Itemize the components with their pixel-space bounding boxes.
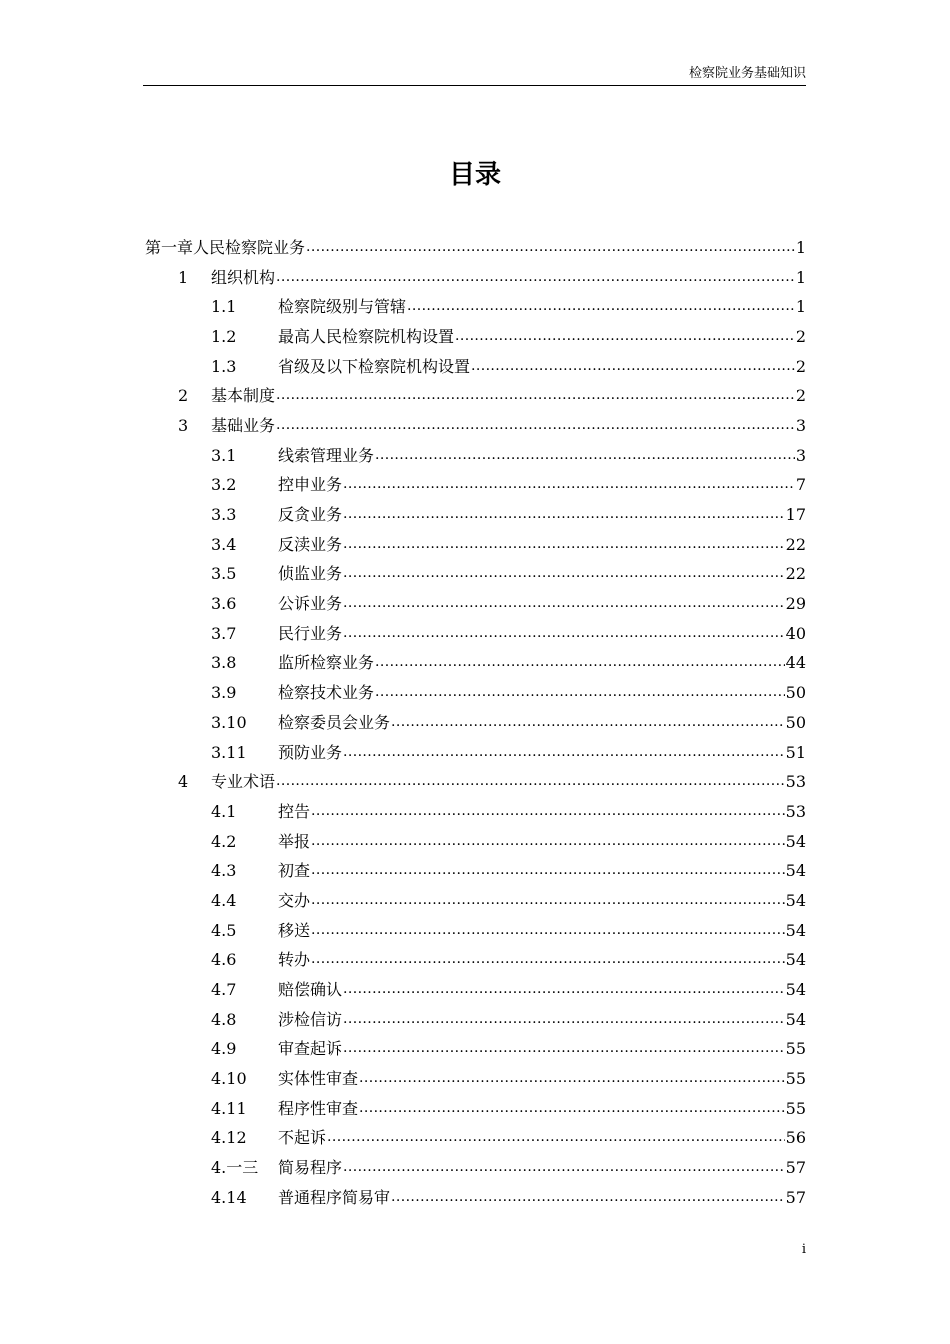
toc-dot-leader — [391, 713, 785, 733]
toc-dot-leader — [359, 1069, 785, 1089]
toc-entry[interactable] — [145, 678, 806, 708]
toc-entry-page: 54 — [785, 861, 806, 881]
toc-entry-number: 1.1 — [211, 297, 237, 317]
toc-entry-page: 56 — [785, 1128, 806, 1148]
toc-entry[interactable] — [145, 381, 806, 411]
toc-entry-title: 审查起诉 — [278, 1039, 343, 1059]
toc-entry-title: 公诉业务 — [278, 594, 343, 614]
toc-entry-page: 44 — [785, 653, 806, 673]
toc-entry-page: 7 — [795, 475, 806, 495]
toc-entry-number: 2 — [178, 386, 189, 406]
toc-entry[interactable] — [145, 856, 806, 886]
toc-entry-page: 50 — [785, 712, 806, 732]
toc-entry-number: 3.10 — [211, 712, 247, 732]
toc-entry-title: 基本制度 — [211, 386, 276, 406]
toc-entry-title: 民行业务 — [278, 623, 343, 643]
toc-entry-page: 40 — [785, 623, 806, 643]
toc-entry[interactable] — [145, 589, 806, 619]
toc-entry-page: 54 — [785, 920, 806, 940]
toc-entry-page: 1 — [795, 237, 806, 257]
toc-entry-page: 54 — [785, 1009, 806, 1029]
toc-entry-title: 组织机构 — [211, 267, 276, 287]
toc-entry-page: 54 — [785, 831, 806, 851]
toc-entry[interactable] — [145, 263, 806, 293]
toc-entry-page: 51 — [785, 742, 806, 762]
toc-entry[interactable] — [145, 471, 806, 501]
toc-entry-title: 专业术语 — [211, 772, 276, 792]
toc-entry-page: 53 — [785, 772, 806, 792]
toc-entry-page: 53 — [785, 801, 806, 821]
toc-entry-number: 4.6 — [211, 950, 237, 970]
toc-entry[interactable] — [145, 1094, 806, 1124]
toc-dot-leader — [343, 624, 785, 644]
toc-entry-page: 54 — [785, 890, 806, 910]
toc-entry-title: 反贪业务 — [278, 505, 343, 525]
toc-entry-page: 3 — [795, 415, 806, 435]
toc-entry-number: 3.9 — [211, 683, 237, 703]
toc-entry-title: 最高人民检察院机构设置 — [278, 326, 455, 346]
toc-dot-leader — [375, 653, 785, 673]
toc-entry[interactable] — [145, 233, 806, 263]
toc-entry-title: 移送 — [278, 920, 311, 940]
toc-entry-page: 54 — [785, 980, 806, 1000]
toc-entry-page: 55 — [785, 1069, 806, 1089]
toc-entry[interactable] — [145, 708, 806, 738]
toc-entry[interactable] — [145, 530, 806, 560]
toc-entry[interactable] — [145, 352, 806, 382]
toc-entry-number: 4.2 — [211, 831, 237, 851]
toc-entry-title: 不起诉 — [278, 1128, 327, 1148]
toc-entry-title: 初查 — [278, 861, 311, 881]
toc-entry[interactable] — [145, 1153, 806, 1183]
running-header: 检察院业务基础知识 — [688, 66, 806, 81]
toc-entry[interactable] — [145, 1005, 806, 1035]
toc-dot-leader — [375, 446, 795, 466]
toc-dot-leader — [343, 475, 795, 495]
toc-entry-number: 3 — [178, 415, 189, 435]
toc-entry[interactable] — [145, 975, 806, 1005]
header-rule — [143, 85, 806, 86]
toc-dot-leader — [311, 802, 785, 822]
toc-entry-page: 22 — [785, 534, 806, 554]
toc-entry-number: 4.5 — [211, 920, 237, 940]
toc-entry-number: 3.4 — [211, 534, 237, 554]
toc-dot-leader — [343, 980, 785, 1000]
toc-entry[interactable] — [145, 1064, 806, 1094]
toc-entry-title: 基础业务 — [211, 415, 276, 435]
toc-entry[interactable] — [145, 649, 806, 679]
toc-dot-leader — [343, 743, 785, 763]
toc-entry-title: 省级及以下检察院机构设置 — [278, 356, 471, 376]
toc-entry-number: 4.10 — [211, 1069, 247, 1089]
toc-entry-number: 3.2 — [211, 475, 237, 495]
toc-entry-page: 17 — [785, 505, 806, 525]
toc-entry-number: 3.3 — [211, 505, 237, 525]
toc-entry-title: 实体性审查 — [278, 1069, 359, 1089]
toc-entry-number: 4.14 — [211, 1187, 247, 1207]
toc-entry-title: 涉检信访 — [278, 1009, 343, 1029]
toc-entry-number: 3.5 — [211, 564, 237, 584]
toc-dot-leader — [276, 772, 785, 792]
toc-entry[interactable] — [145, 292, 806, 322]
toc-dot-leader — [311, 950, 785, 970]
toc-entry-title: 侦监业务 — [278, 564, 343, 584]
toc-dot-leader — [471, 357, 795, 377]
toc-entry-page: 22 — [785, 564, 806, 584]
toc-entry-title: 赔偿确认 — [278, 980, 343, 1000]
toc-entry-title: 监所检察业务 — [278, 653, 375, 673]
toc-entry-page: 2 — [795, 386, 806, 406]
toc-entry[interactable] — [145, 500, 806, 530]
toc-entry[interactable] — [145, 738, 806, 768]
toc-dot-leader — [311, 921, 785, 941]
toc-entry[interactable] — [145, 946, 806, 976]
toc-entry-page: 50 — [785, 683, 806, 703]
toc-entry-title: 控告 — [278, 801, 311, 821]
toc-entry-number: 1 — [178, 267, 189, 287]
toc-entry-page: 1 — [795, 267, 806, 287]
toc-entry-number: 3.8 — [211, 653, 237, 673]
toc-entry-page: 57 — [785, 1158, 806, 1178]
toc-entry[interactable] — [145, 1183, 806, 1213]
toc-entry-number: 4.3 — [211, 861, 237, 881]
toc-entry[interactable] — [145, 619, 806, 649]
toc-dot-leader — [343, 1158, 785, 1178]
toc-entry-number: 4.7 — [211, 980, 237, 1000]
toc-entry-title: 检察院级别与管辖 — [278, 297, 407, 317]
toc-entry-page: 2 — [795, 326, 806, 346]
toc-entry-page: 55 — [785, 1039, 806, 1059]
toc-entry-title: 反渎业务 — [278, 534, 343, 554]
toc-dot-leader — [343, 505, 785, 525]
toc-entry[interactable] — [145, 1124, 806, 1154]
toc-entry[interactable] — [145, 797, 806, 827]
toc-entry-title: 程序性审查 — [278, 1098, 359, 1118]
toc-entry-number: 4.9 — [211, 1039, 237, 1059]
toc-entry-number: 4.12 — [211, 1128, 247, 1148]
toc-dot-leader — [343, 535, 785, 555]
toc-entry-title: 检察委员会业务 — [278, 712, 391, 732]
toc-dot-leader — [375, 683, 785, 703]
toc-dot-leader — [306, 238, 795, 258]
toc-dot-leader — [343, 1010, 785, 1030]
toc-dot-leader — [276, 268, 795, 288]
toc-dot-leader — [343, 594, 785, 614]
toc-entry[interactable] — [145, 767, 806, 797]
toc-dot-leader — [359, 1099, 785, 1119]
toc-entry[interactable] — [145, 827, 806, 857]
table-of-contents — [145, 233, 806, 1213]
toc-entry-number: 1.2 — [211, 326, 237, 346]
toc-entry-number: 4.8 — [211, 1009, 237, 1029]
toc-entry-number: 3.11 — [211, 742, 247, 762]
toc-entry[interactable] — [145, 411, 806, 441]
toc-entry-title: 第一章人民检察院业务 — [145, 237, 306, 257]
page-number: i — [801, 1242, 806, 1257]
toc-entry[interactable] — [145, 916, 806, 946]
toc-entry-page: 1 — [795, 297, 806, 317]
toc-entry-page: 57 — [785, 1187, 806, 1207]
toc-dot-leader — [276, 386, 795, 406]
toc-entry-number: 4.1 — [211, 801, 237, 821]
toc-entry[interactable] — [145, 441, 806, 471]
page-title: 目录 — [448, 160, 501, 190]
toc-entry-title: 检察技术业务 — [278, 683, 375, 703]
toc-dot-leader — [455, 327, 795, 347]
toc-entry-title: 控申业务 — [278, 475, 343, 495]
toc-entry-number: 3.7 — [211, 623, 237, 643]
toc-entry-page: 29 — [785, 594, 806, 614]
toc-entry-title: 交办 — [278, 890, 311, 910]
toc-dot-leader — [407, 297, 795, 317]
toc-entry-title: 普通程序简易审 — [278, 1187, 391, 1207]
toc-entry-page: 2 — [795, 356, 806, 376]
toc-entry-title: 预防业务 — [278, 742, 343, 762]
toc-dot-leader — [276, 416, 795, 436]
toc-dot-leader — [311, 891, 785, 911]
toc-dot-leader — [311, 861, 785, 881]
toc-entry-number: 4.一三 — [211, 1158, 259, 1178]
toc-entry-number: 4.4 — [211, 890, 237, 910]
toc-dot-leader — [391, 1188, 785, 1208]
toc-entry-number: 1.3 — [211, 356, 237, 376]
toc-entry[interactable] — [145, 886, 806, 916]
toc-dot-leader — [343, 1039, 785, 1059]
toc-entry-page: 55 — [785, 1098, 806, 1118]
toc-entry[interactable] — [145, 560, 806, 590]
toc-entry-number: 4 — [178, 772, 189, 792]
toc-entry-title: 线索管理业务 — [278, 445, 375, 465]
toc-entry-title: 举报 — [278, 831, 311, 851]
toc-entry[interactable] — [145, 1035, 806, 1065]
toc-dot-leader — [327, 1128, 785, 1148]
toc-dot-leader — [343, 564, 785, 584]
toc-entry-number: 3.1 — [211, 445, 237, 465]
toc-dot-leader — [311, 832, 785, 852]
toc-entry[interactable] — [145, 322, 806, 352]
toc-entry-number: 4.11 — [211, 1098, 247, 1118]
toc-entry-page: 54 — [785, 950, 806, 970]
toc-entry-number: 3.6 — [211, 594, 237, 614]
toc-entry-title: 简易程序 — [278, 1158, 343, 1178]
toc-entry-title: 转办 — [278, 950, 311, 970]
toc-entry-page: 3 — [795, 445, 806, 465]
